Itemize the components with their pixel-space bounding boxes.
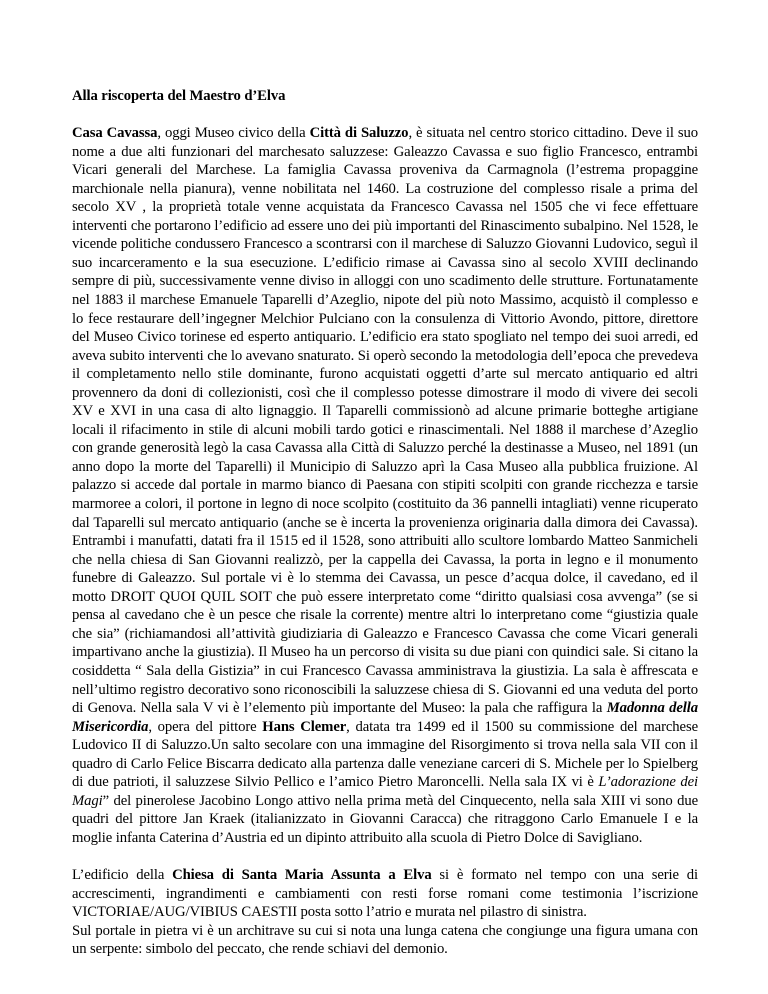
text-italic: Madonna della Misericordia	[72, 700, 698, 735]
text-span: , è situata nel centro storico cittadino. Deve il suo nome a due alti funzionari del marchesato saluzzese: Galeazzo Cavassa e suo figlio Francesco, entrambi Vicari generali del Marchese. La famiglia Cavassa proveniva da Carmagnola (l’estrema propaggine marchionale nella pianura), venne nobilitata nel 1460. La costruzione del complesso risale a prima del secolo XV , la proprietà totale venne acquistata da Francesco Cavassa nel 1505 che vi fece effettuare interventi che portarono l’edificio ad essere uno dei più importanti del Rinascimento subalpino. Nel 1528, le vicende politiche condussero Francesco a scontrarsi con il marchese di Saluzzo Giovanni Ludovico, seguì il suo incarceramento e la sua esecuzione. L’edificio rimase ai Cavassa sino al secolo XVIII declinando sempre di più, successivamente venne diviso in alloggi con uno scadimento delle strutture. Fortunatamente nel 1883 il marchese Emanuele Taparelli d’Azeglio, nipote del più noto Massimo, acquistò il complesso e lo fece restaurare dell’ingegner Melchior Pulciano con la consulenza di Vittorio Avondo, pittore, direttore del Museo Civico torinese ed esperto antiquario. L’edificio era stato spogliato nel tempo dei suoi arredi, ed aveva subito interventi che lo avevano snaturato. Si operò secondo la metodologia dell’epoca che prevedeva il completamento nello stile dominante, furono acquistati oggetti d’arte sul mercato antiquario ed altri provennero da doni di collezionisti, così che il complesso potesse dimostrare il modo di vivere dei secoli XV e XVI in una casa di alto lignaggio. Il Taparelli commissionò ad alcune primarie botteghe artigiane locali il rifacimento in stile di alcuni mobili tardo gotici e rinascimentali. Nel 1888 il marchese d’Azeglio con grande generosità legò la casa Cavassa alla Città di Saluzzo perché la destinasse a Museo, nel 1891 (un anno dopo la morte del Taparelli) il Municipio di Saluzzo aprì la Casa Museo alla pubblica fruizione. Al palazzo si accede dal portale in marmo bianco di Paesana con stipiti scolpiti con grande ricchezza e tarsie marmoree a colori, il portone in legno di noce scolpito (costituito da 36 pannelli intagliati) venne ricuperato dal Taparelli sul mercato antiquario (anche se è incerta la provenienza originaria dalla dimora dei Cavassa). Entrambi i manufatti, datati fra il 1515 ed il 1528, sono attribuiti allo scultore lombardo Matteo Sanmicheli che nella chiesa di San Giovanni realizzò, per la cappella dei Cavassa, la porta in legno e il monumento funebre di Galeazzo. Sul portale vi è lo stemma dei Cavassa, un pesce d’acqua dolce, il cavedano, ed il motto DROIT QUOI QUIL SOIT che può essere interpretato come “diritto qualsiasi cosa avvenga” (se si pensa al cavedano che è un pesce che risale la corrente) mentre altri lo interpretano come “giustizia quale che sia” (richiamandosi all’attività giudiziaria di Galeazzo e Francesco Cavassa che come Vicari generali impartivano anche la giustizia). Il Museo ha un percorso di visita su due piani con quindici sale. Si citano la cosiddetta “ Sala della Gistizia” in cui Francesco Cavassa amministrava la giustizia. La sala è affrescata e nell’ultimo registro decorativo sono riconoscibili la saluzzese chiesa di S. Giovanni ed una veduta del porto di Genova. Nella sala V vi è l’elemento più importante del Museo: la pala che raffigura la	[72, 125, 699, 717]
bold-chiesa-santa-maria: Chiesa di Santa Maria Assunta a Elva	[172, 866, 432, 883]
text-span: L’edificio della	[72, 866, 173, 883]
italic-adorazione: L’adorazione dei Magi	[72, 774, 698, 809]
bold-casa-cavassa: Casa Cavassa	[72, 125, 158, 142]
text-span: , opera del pittore	[148, 718, 263, 735]
bold-hans-clemer: Hans Clemer	[262, 718, 347, 735]
document-body	[72, 87, 698, 959]
bold-citta-di-saluzzo: Città di Saluzzo	[309, 125, 409, 142]
text-span: , datata tra 1499 ed il 1500 su commissione del marchese Ludovico II di Saluzzo.Un salto secolare con una immagine del Risorgimento si trova nella sala VII con il quadro di Carlo Felice Biscarra dedicato alla partenza dalle veneziane carceri di S. Michele per lo Spielberg di due patrioti, il saluzzese Silvio Pellico e l’amico Pietro Maroncelli. Nella sala IX vi è	[72, 718, 698, 791]
document-title: Alla riscoperta del Maestro d’Elva	[72, 88, 286, 104]
text-span: si è formato nel tempo con una serie di accrescimenti, ingrandimenti e cambiamenti con resti forse romani come testimonia l’iscrizione VICTORIAE/AUG/VIBIUS CAESTII posta sotto l’atrio e murata nel pilastro di sinistra.	[72, 866, 699, 921]
paragraph-chiesa-elva	[72, 866, 698, 922]
text-span: , oggi Museo civico della	[157, 125, 310, 142]
paragraph-portale: Sul portale in pietra vi è un architrave su cui si nota una lunga catena che congiunge una figura umana con un serpente: simbolo del peccato, che rende schiavi del demonio.	[72, 922, 698, 958]
text-span: ” del pinerolese Jacobino Longo attivo nella prima metà del Cinquecento, nella sala XIII vi sono due quadri del pittore Jan Kraek (italianizzato in Giovanni Caracca) che ritraggono Carlo Emanuele I e la moglie infanta Caterina d’Austria ed un dipinto attribuito alla scuola di Pietro Dolce di Savigliano.	[72, 792, 698, 846]
paragraph-casa-cavassa	[72, 124, 698, 847]
